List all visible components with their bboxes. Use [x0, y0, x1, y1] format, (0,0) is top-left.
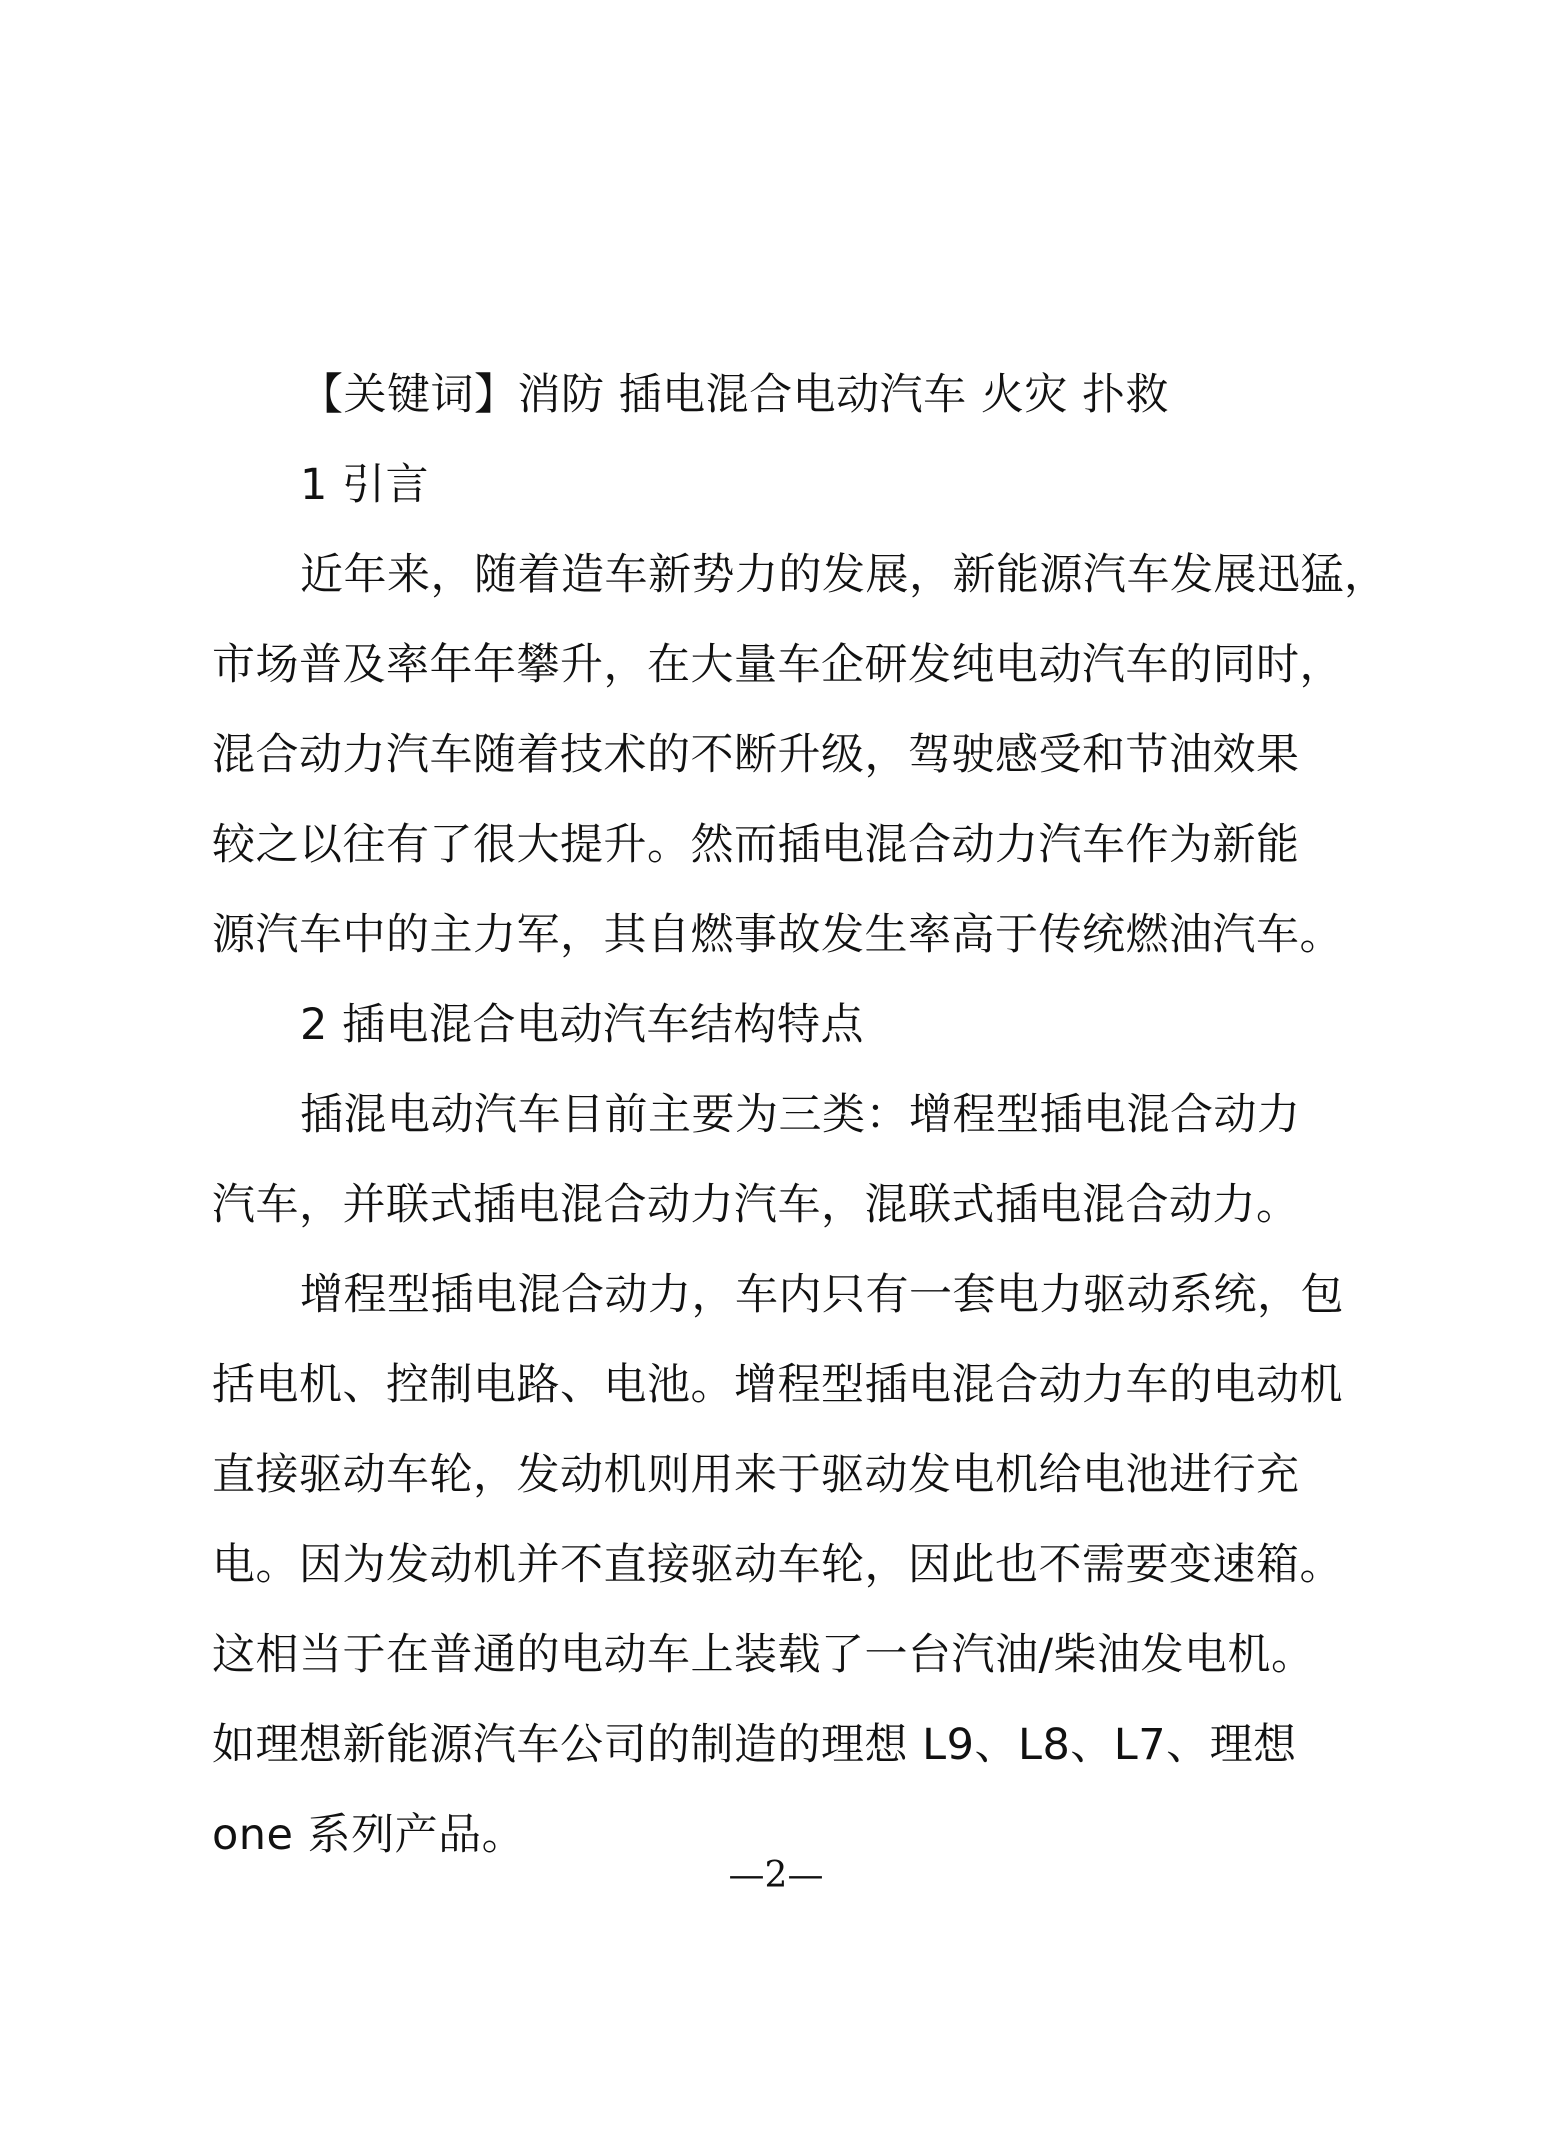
paragraph-line: 电。因为发动机并不直接驱动车轮，因此也不需要变速箱。	[212, 1540, 1343, 1590]
paragraph-line: 括电机、控制电路、电池。增程型插电混合动力车的电动机	[212, 1360, 1343, 1410]
paragraph-line: 较之以往有了很大提升。然而插电混合动力汽车作为新能	[212, 820, 1300, 870]
paragraph-line: 近年来，随着造车新势力的发展，新能源汽车发展迅猛，	[300, 550, 1388, 600]
page-number: —2—	[728, 1855, 824, 1896]
paragraph-line: 市场普及率年年攀升，在大量车企研发纯电动汽车的同时，	[212, 640, 1343, 690]
paragraph-line: 直接驱动车轮，发动机则用来于驱动发电机给电池进行充	[212, 1450, 1300, 1500]
paragraph-line: 增程型插电混合动力，车内只有一套电力驱动系统，包	[300, 1270, 1344, 1320]
paragraph-line: 插混电动汽车目前主要为三类：增程型插电混合动力	[300, 1090, 1301, 1140]
paragraph-line: 这相当于在普通的电动车上装载了一台汽油/柴油发电机。	[212, 1630, 1315, 1680]
paragraph-line: 汽车，并联式插电混合动力汽车，混联式插电混合动力。	[212, 1180, 1300, 1230]
paragraph-line: 源汽车中的主力军，其自燃事故发生率高于传统燃油汽车。	[212, 910, 1343, 960]
section-heading-structure: 2 插电混合电动汽车结构特点	[300, 1000, 865, 1050]
paragraph-line: 如理想新能源汽车公司的制造的理想 L9、L8、L7、理想	[212, 1720, 1297, 1770]
section-heading-introduction: 1 引言	[300, 460, 430, 510]
paragraph-line: one 系列产品。	[212, 1810, 526, 1860]
document-body	[212, 350, 1388, 1880]
paragraph-line: 混合动力汽车随着技术的不断升级，驾驶感受和节油效果	[212, 730, 1300, 780]
keywords-line: 【关键词】消防 插电混合电动汽车 火灾 扑救	[300, 370, 1170, 420]
